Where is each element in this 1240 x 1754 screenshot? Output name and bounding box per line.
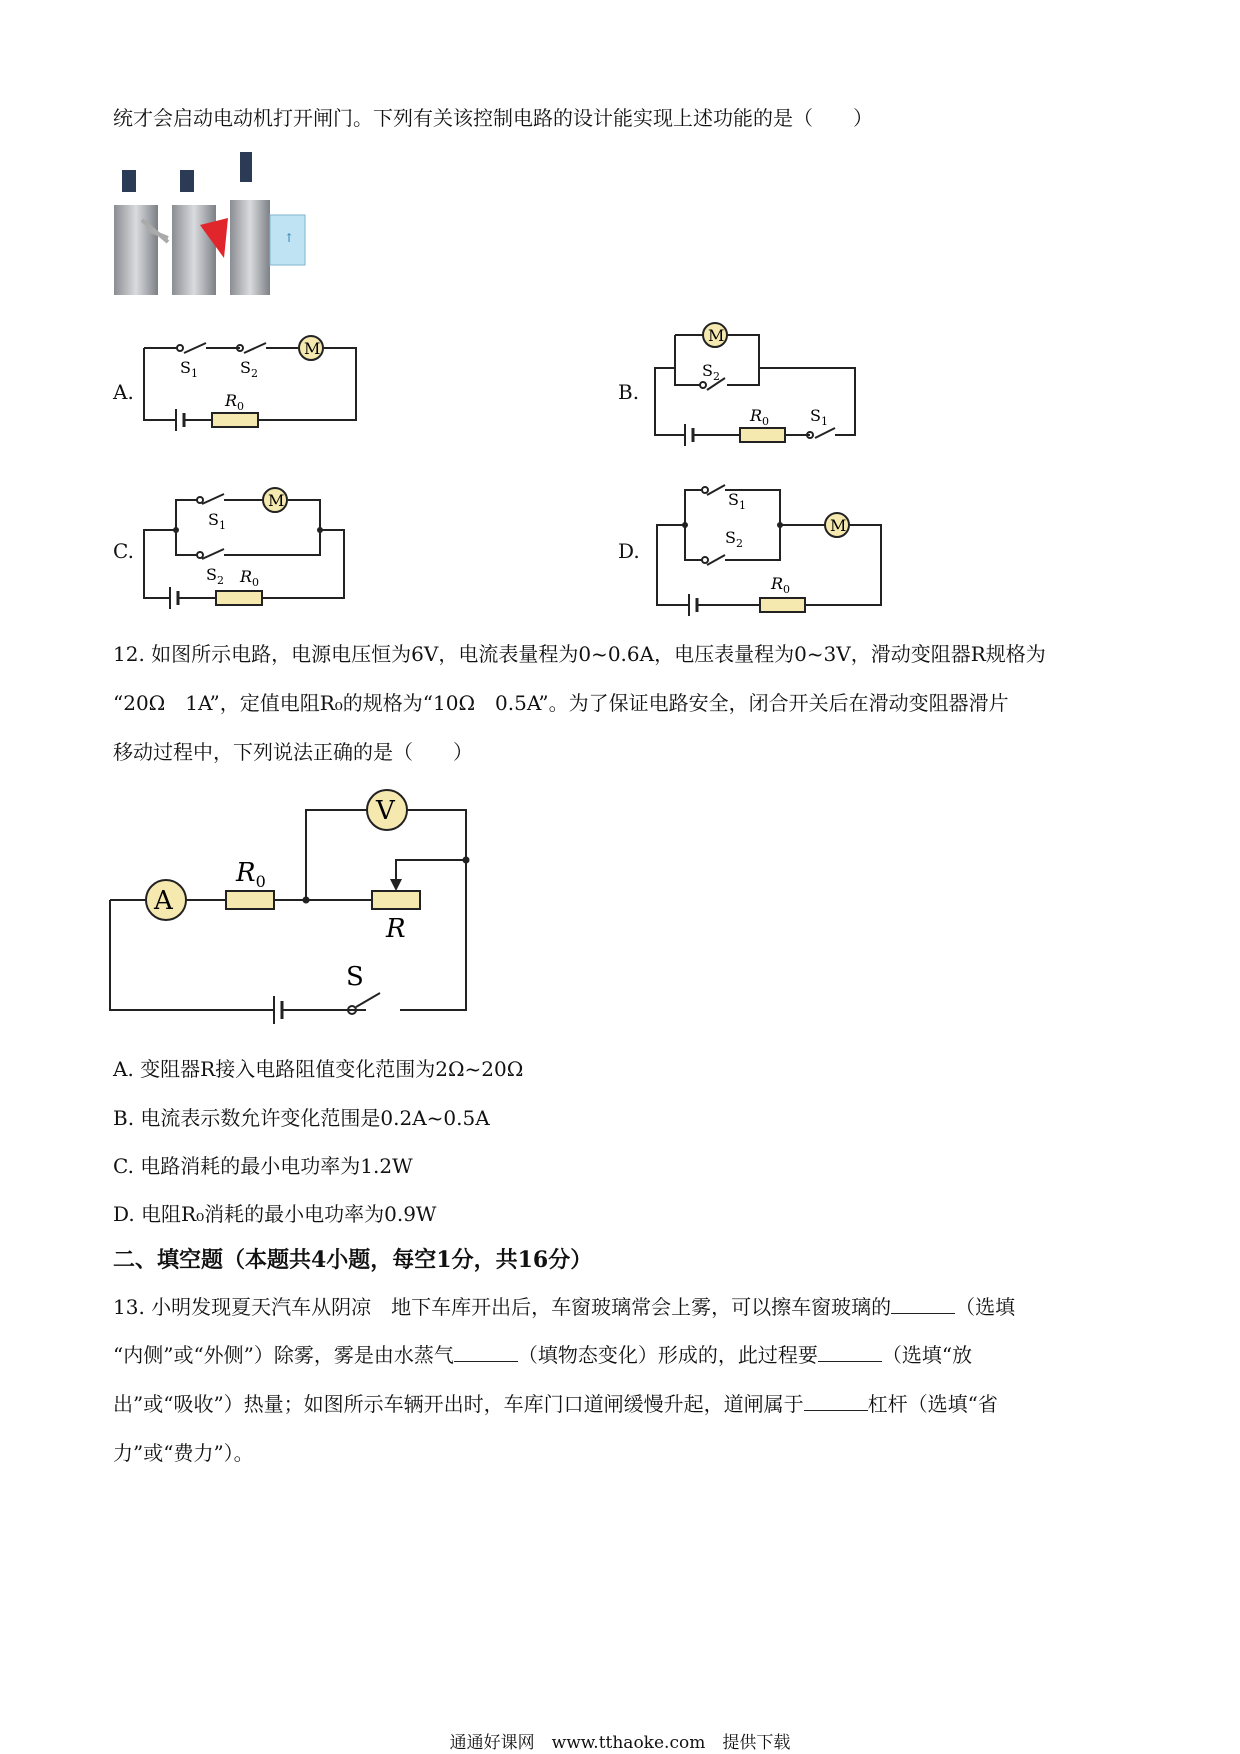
q13-text: （选填“放 [881,1343,973,1367]
q12-line-1: 12. 如图所示电路，电源电压恒为6V，电流表量程为0~0.6A，电压表量程为0~3V，滑动变阻器R规格为 [113,642,1046,666]
q13-text: “内侧”或“外侧”）除雾，雾是由水蒸气 [113,1343,454,1367]
q12-option-d: D. 电阻R₀消耗的最小电功率为0.9W [113,1202,437,1226]
q12-line-3: 移动过程中，下列说法正确的是（ ） [113,740,473,764]
svg-text:S2: $S_2$ [702,361,720,383]
svg-text:↑: ↑ [284,231,295,245]
q13-text: 出”或“吸收”）热量；如图所示车辆开出时，车库门口道闸缓慢升起，道闸属于 [113,1392,804,1416]
svg-text:S: S [346,962,364,992]
svg-text:S1: $S_1$ [208,510,226,532]
footer: 通通好课网 www.tthaoke.com 提供下载 [449,1733,791,1753]
ammeter-label: A [154,886,173,916]
q11-option-d: D. [618,539,640,563]
svg-text:S2: $S_2$ [206,565,224,587]
q13-line-1 [113,1293,1015,1321]
circuit-b [645,310,865,455]
section-title: 二、填空题（本题共4小题，每空1分，共16分） [113,1247,593,1273]
svg-text:M: M [708,326,725,345]
svg-text:R: R [386,914,406,944]
q12-option-a: A. 变阻器R接入电路阻值变化范围为2Ω~20Ω [113,1057,524,1081]
blank-1[interactable] [891,1293,955,1314]
q13-text: 杠杆（选填“省 [867,1392,998,1416]
blank-2[interactable] [454,1341,518,1362]
svg-text:M: M [830,516,847,535]
q12-option-b: B. 电流表示数允许变化范围是0.2A~0.5A [113,1106,490,1130]
svg-text:S1: $S_1$ [810,406,828,428]
svg-text:M: M [304,339,321,358]
q12-option-c: C. 电路消耗的最小电功率为1.2W [113,1154,413,1178]
q13-line-4: 力”或“费力”）。 [113,1441,254,1465]
svg-text:R0: $R_0$ [225,391,245,413]
q13-text: （填物态变化）形成的，此过程要 [517,1343,818,1367]
q13-line-3 [113,1390,998,1418]
svg-text:S2: $S_2$ [725,528,743,550]
q11-option-a: A. [113,380,134,404]
svg-text:S1: $S_1$ [728,490,746,512]
q13-text: （选填 [955,1295,1016,1319]
blank-4[interactable] [804,1390,868,1411]
svg-text:M: M [268,491,285,510]
q11-option-b: B. [618,380,640,404]
circuit-c [140,480,360,620]
q13-line-2 [113,1341,972,1369]
circuit-a [140,325,380,435]
svg-text:S1: $S_1$ [180,358,198,380]
circuit-q12 [110,785,480,1025]
circuit-d [645,475,905,630]
q11-option-c: C. [113,539,134,563]
svg-text:R0: $R_0$ [236,858,266,891]
q13-text: 13. 小明发现夏天汽车从阴凉 地下车库开出后，车窗玻璃常会上雾，可以擦车窗玻璃的 [113,1295,892,1319]
q11-stem: 统才会启动电动机打开闸门。下列有关该控制电路的设计能实现上述功能的是（ ） [113,106,873,130]
svg-text:S2: $S_2$ [240,358,258,380]
turnstile-image [112,150,312,300]
svg-text:R0: $R_0$ [750,406,770,428]
svg-text:R0: $R_0$ [240,567,260,589]
voltmeter-label: V [376,796,395,826]
blank-3[interactable] [818,1341,882,1362]
svg-text:R0: $R_0$ [771,574,791,596]
q12-line-2: “20Ω 1A”，定值电阻R₀的规格为“10Ω 0.5A”。为了保证电路安全，闭合开关后在滑动变阻器滑片 [113,691,1009,715]
